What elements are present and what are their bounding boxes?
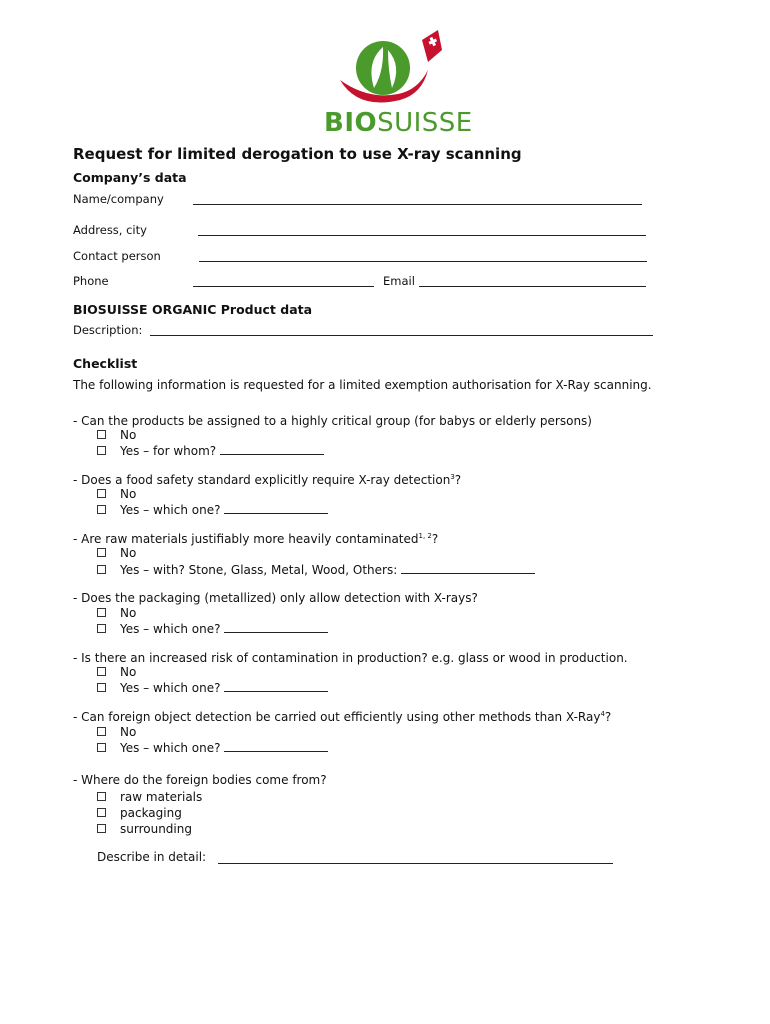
checkbox[interactable] xyxy=(97,430,106,439)
q5-option-no[interactable]: No xyxy=(97,665,136,679)
question-2: - Does a food safety standard explicitly require X-ray detection$^3$? xyxy=(73,473,462,487)
q6-option-no[interactable]: No xyxy=(97,725,136,739)
address-label: Address, city xyxy=(73,223,147,237)
q3-option-yes[interactable]: Yes – with? Stone, Glass, Metal, Wood, Others: xyxy=(97,563,535,577)
address-field[interactable] xyxy=(198,235,646,236)
checkbox[interactable] xyxy=(97,683,106,692)
q4-option-yes[interactable]: Yes – which one? xyxy=(97,622,328,636)
contact-field[interactable] xyxy=(199,261,647,262)
question-6: - Can foreign object detection be carried out efficiently using other methods than X-Ray$^4$? xyxy=(73,710,612,724)
checkbox[interactable] xyxy=(97,792,106,801)
q2-answer-field[interactable] xyxy=(224,503,328,514)
page-title: Request for limited derogation to use X-ray scanning xyxy=(73,145,522,163)
checkbox[interactable] xyxy=(97,489,106,498)
email-field[interactable] xyxy=(419,286,646,287)
description-label: Description: xyxy=(73,323,143,337)
q5-answer-field[interactable] xyxy=(224,681,328,692)
q2-option-no[interactable]: No xyxy=(97,487,136,501)
contact-label: Contact person xyxy=(73,249,161,263)
description-field[interactable] xyxy=(150,335,653,336)
checklist-intro: The following information is requested for a limited exemption authorisation for X-Ray scanning. xyxy=(73,378,652,392)
q7-option-surrounding[interactable]: surrounding xyxy=(97,822,192,836)
name-label: Name/company xyxy=(73,192,164,206)
q5-option-yes[interactable]: Yes – which one? xyxy=(97,681,328,695)
checkbox[interactable] xyxy=(97,565,106,574)
q6-option-yes[interactable]: Yes – which one? xyxy=(97,741,328,755)
phone-label: Phone xyxy=(73,274,109,288)
describe-field[interactable] xyxy=(218,863,613,864)
q1-option-yes[interactable]: Yes – for whom? xyxy=(97,444,324,458)
checkbox[interactable] xyxy=(97,727,106,736)
checklist-heading: Checklist xyxy=(73,356,138,371)
checkbox[interactable] xyxy=(97,505,106,514)
q1-option-no[interactable]: No xyxy=(97,428,136,442)
phone-field[interactable] xyxy=(193,286,374,287)
q1-answer-field[interactable] xyxy=(220,444,324,455)
checkbox[interactable] xyxy=(97,743,106,752)
question-5: - Is there an increased risk of contamination in production? e.g. glass or wood in production. xyxy=(73,651,628,665)
logo-wordmark: BIOSUISSE xyxy=(324,108,473,138)
checkbox[interactable] xyxy=(97,608,106,617)
q7-option-packaging[interactable]: packaging xyxy=(97,806,182,820)
q3-answer-field[interactable] xyxy=(401,563,535,574)
checkbox[interactable] xyxy=(97,624,106,633)
checkbox[interactable] xyxy=(97,548,106,557)
q4-answer-field[interactable] xyxy=(224,622,328,633)
question-3: - Are raw materials justifiably more heavily contaminated$^{1, 2}$? xyxy=(73,532,439,546)
describe-label: Describe in detail: xyxy=(97,850,207,864)
company-heading: Company’s data xyxy=(73,170,187,185)
question-4: - Does the packaging (metallized) only allow detection with X-rays? xyxy=(73,591,478,605)
q2-option-yes[interactable]: Yes – which one? xyxy=(97,503,328,517)
email-label: Email xyxy=(383,274,415,288)
checkbox[interactable] xyxy=(97,667,106,676)
biosuisse-logo xyxy=(318,28,473,138)
question-1: - Can the products be assigned to a highly critical group (for babys or elderly persons) xyxy=(73,414,592,428)
q4-option-no[interactable]: No xyxy=(97,606,136,620)
name-field[interactable] xyxy=(193,204,642,205)
checkbox[interactable] xyxy=(97,808,106,817)
checkbox[interactable] xyxy=(97,446,106,455)
question-7: - Where do the foreign bodies come from? xyxy=(73,773,327,787)
q6-answer-field[interactable] xyxy=(224,741,328,752)
q7-option-raw-materials[interactable]: raw materials xyxy=(97,790,202,804)
product-heading: BIOSUISSE ORGANIC Product data xyxy=(73,302,313,317)
q3-option-no[interactable]: No xyxy=(97,546,136,560)
checkbox[interactable] xyxy=(97,824,106,833)
bud-logo-icon xyxy=(318,28,468,113)
